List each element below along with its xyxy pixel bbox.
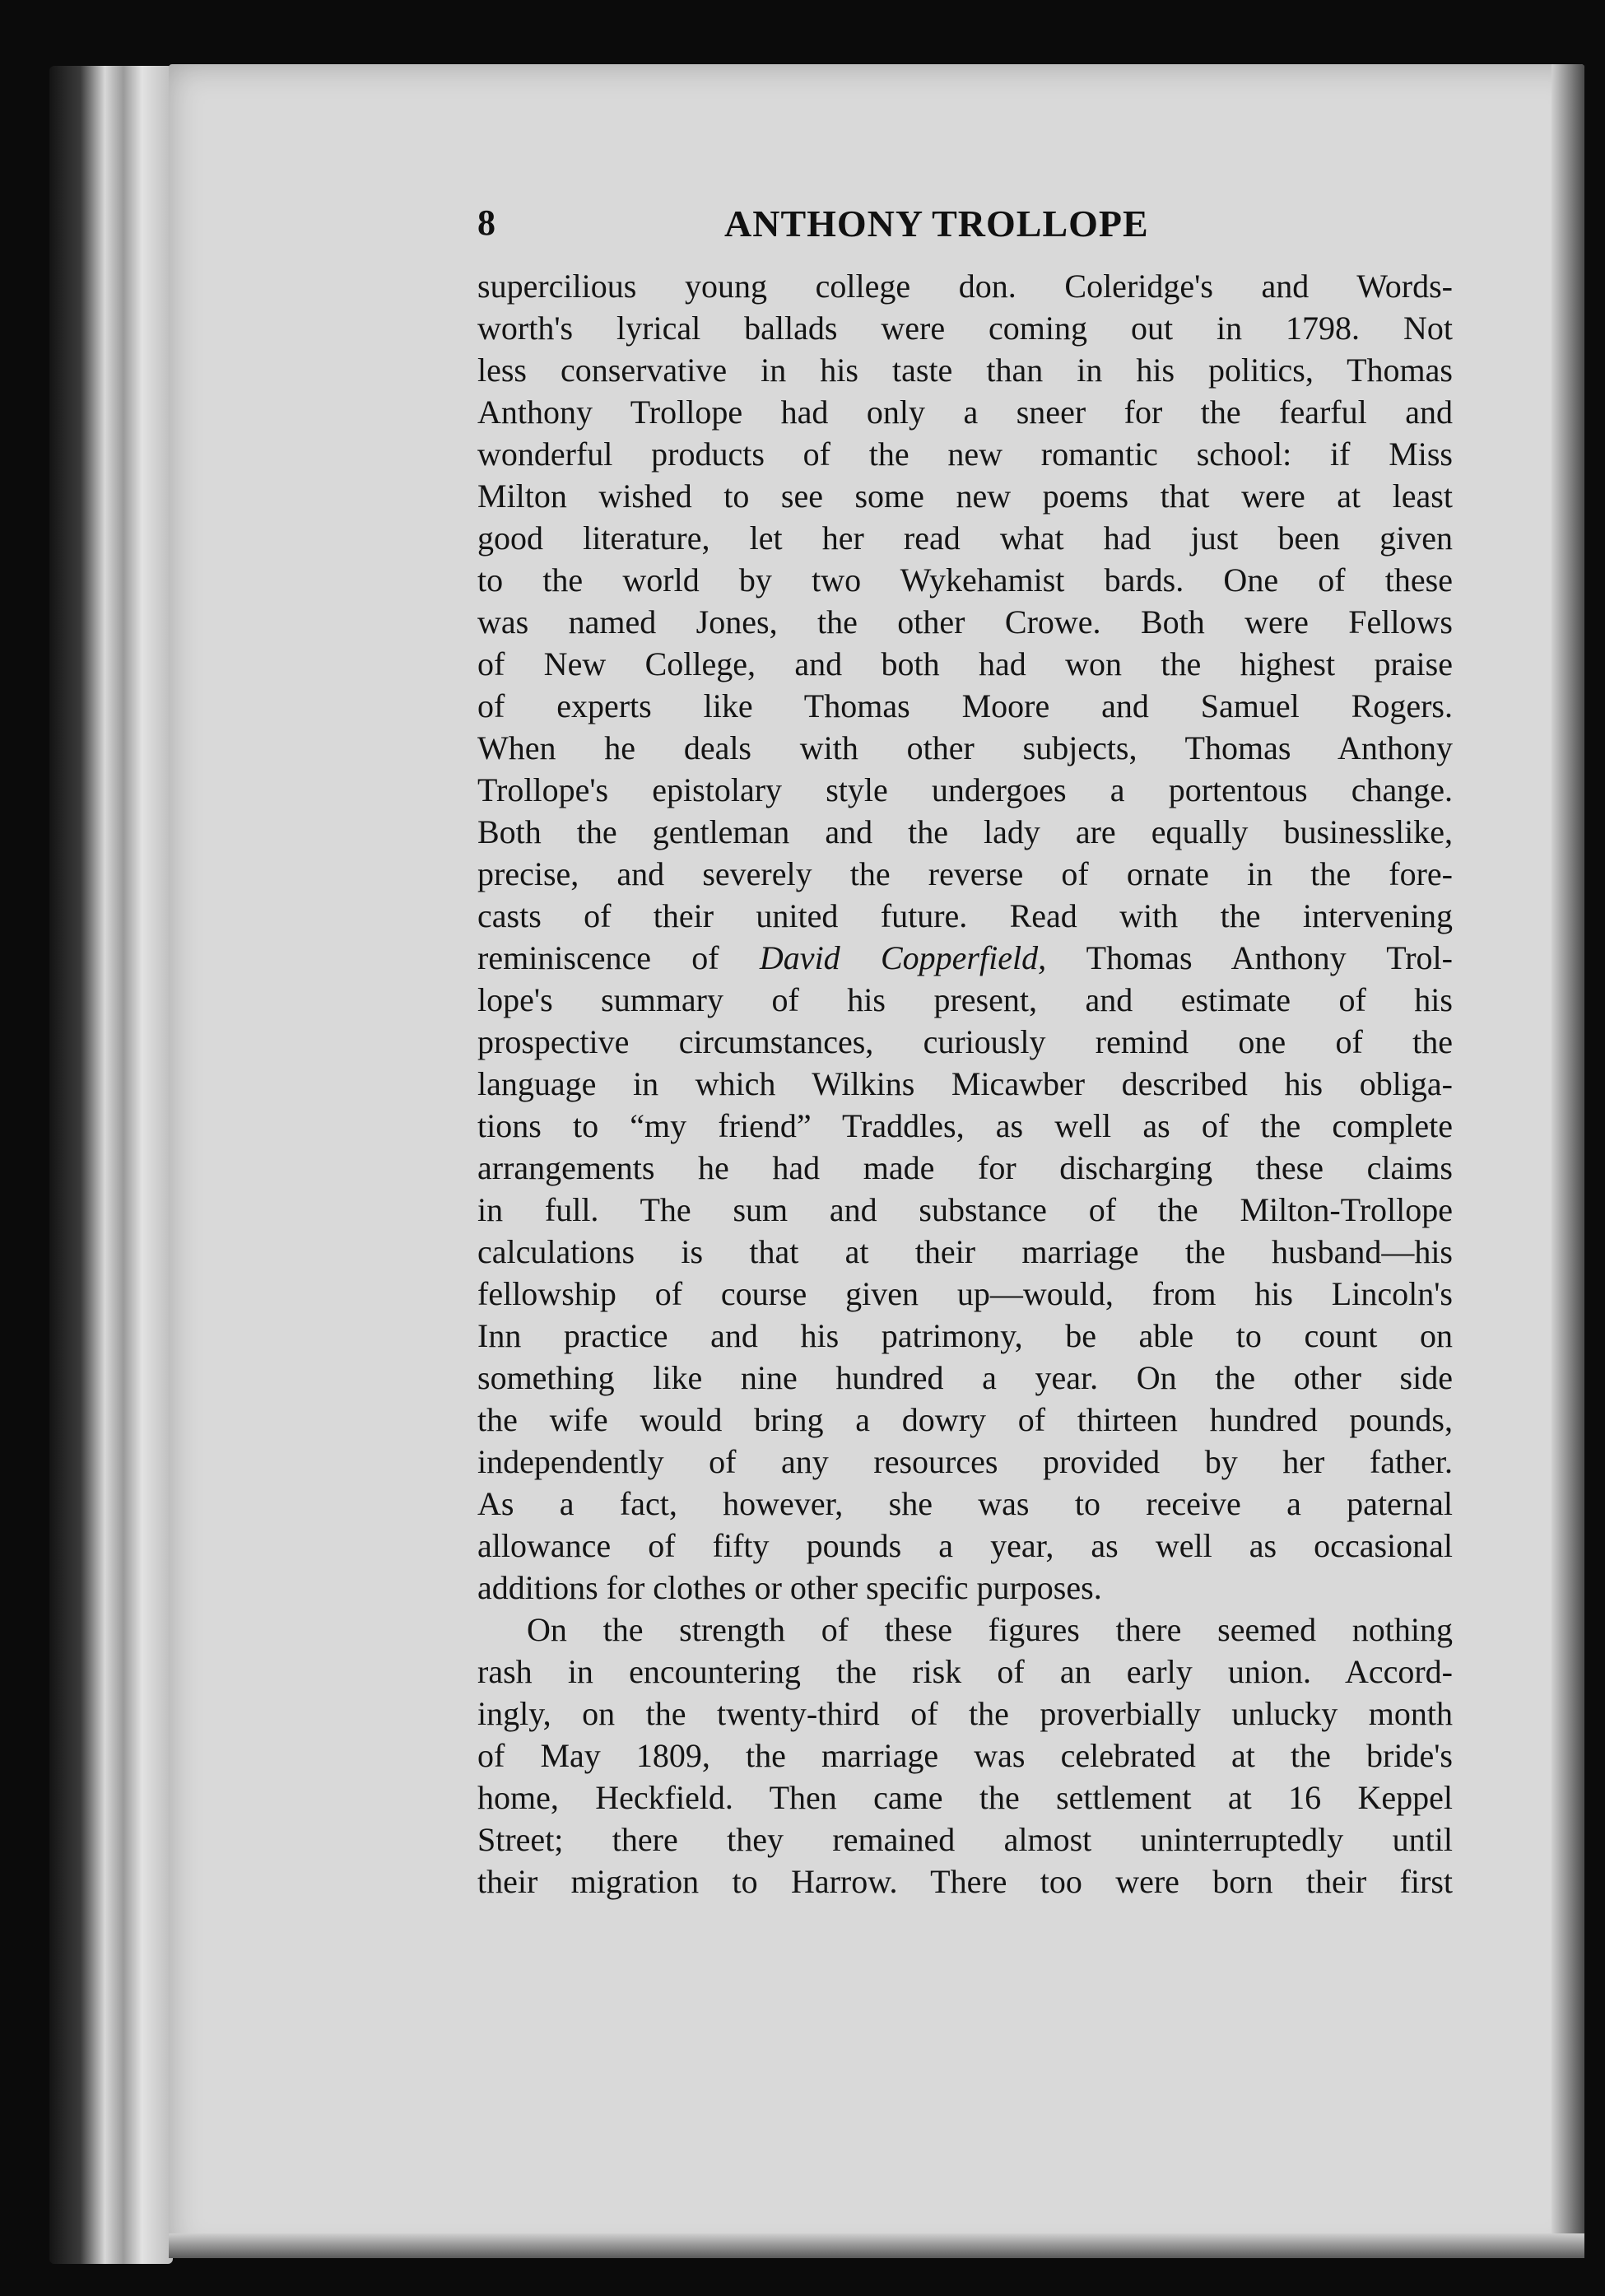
text-line: language in which Wilkins Micawber described his obliga- bbox=[477, 1065, 1453, 1102]
text-line: fellowship of course given up—would, from his Lincoln's bbox=[477, 1275, 1453, 1312]
page-bottom-edge bbox=[169, 2233, 1584, 2258]
text-line: something like nine hundred a year. On the other side bbox=[477, 1359, 1453, 1396]
text-fragment: Thomas Anthony Trol- bbox=[1046, 939, 1453, 976]
text-line: allowance of fifty pounds a year, as well as occasional bbox=[477, 1527, 1453, 1564]
page-header bbox=[477, 202, 1300, 251]
text-line: Both the gentleman and the lady are equally businesslike, bbox=[477, 813, 1453, 850]
text-line: home, Heckfield. Then came the settlement at 16 Keppel bbox=[477, 1779, 1453, 1816]
text-line: Inn practice and his patrimony, be able to count on bbox=[477, 1317, 1453, 1354]
text-line: to the world by two Wykehamist bards. One of these bbox=[477, 561, 1453, 598]
text-line: Street; there they remained almost uninterruptedly until bbox=[477, 1821, 1453, 1858]
text-fragment: reminiscence of bbox=[477, 939, 760, 976]
text-line: precise, and severely the reverse of ornate in the fore- bbox=[477, 855, 1453, 892]
text-line: casts of their united future. Read with the intervening bbox=[477, 897, 1453, 934]
book-title-italic: David Copperfield, bbox=[759, 939, 1047, 976]
text-line: was named Jones, the other Crowe. Both were Fellows bbox=[477, 603, 1453, 640]
text-line: ingly, on the twenty-third of the proverbially unlucky month bbox=[477, 1695, 1453, 1732]
text-line: their migration to Harrow. There too were born their first bbox=[477, 1863, 1453, 1900]
text-line: supercilious young college don. Coleridge's and Words- bbox=[477, 268, 1453, 305]
text-line: As a fact, however, she was to receive a paternal bbox=[477, 1485, 1453, 1522]
text-line: wonderful products of the new romantic school: if Miss bbox=[477, 435, 1453, 473]
text-line: tions to “my friend” Traddles, as well as of the complete bbox=[477, 1107, 1453, 1144]
text-line: When he deals with other subjects, Thomas Anthony bbox=[477, 729, 1453, 766]
text-line: worth's lyrical ballads were coming out in 1798. Not bbox=[477, 310, 1453, 347]
page-number: 8 bbox=[477, 203, 495, 243]
text-line: Milton wished to see some new poems that were at least bbox=[477, 477, 1453, 515]
text-line bbox=[477, 937, 1453, 979]
page-right-edge bbox=[1552, 64, 1584, 2258]
text-line: On the strength of these figures there seemed nothing bbox=[527, 1611, 1453, 1648]
book-binding-edge bbox=[49, 66, 173, 2264]
text-line: arrangements he had made for discharging these claims bbox=[477, 1149, 1453, 1186]
text-line: good literature, let her read what had just been given bbox=[477, 519, 1453, 557]
text-line: less conservative in his taste than in his politics, Thomas bbox=[477, 352, 1453, 389]
text-line: additions for clothes or other specific purposes. bbox=[477, 1569, 1102, 1606]
text-line: lope's summary of his present, and estimate of his bbox=[477, 981, 1453, 1018]
text-line: calculations is that at their marriage the husband—his bbox=[477, 1233, 1453, 1270]
text-line: of experts like Thomas Moore and Samuel Rogers. bbox=[477, 687, 1453, 724]
text-line: the wife would bring a dowry of thirteen hundred pounds, bbox=[477, 1401, 1453, 1438]
body-text bbox=[477, 265, 1453, 1902]
text-line: independently of any resources provided by her father. bbox=[477, 1443, 1453, 1480]
text-line: prospective circumstances, curiously remind one of the bbox=[477, 1023, 1453, 1060]
text-line: in full. The sum and substance of the Milton-Trollope bbox=[477, 1191, 1453, 1228]
running-head: ANTHONY TROLLOPE bbox=[724, 203, 1149, 245]
text-line: Trollope's epistolary style undergoes a portentous change. bbox=[477, 771, 1453, 808]
text-line: Anthony Trollope had only a sneer for the fearful and bbox=[477, 394, 1453, 431]
text-line: of May 1809, the marriage was celebrated at the bride's bbox=[477, 1737, 1453, 1774]
text-line: rash in encountering the risk of an early union. Accord- bbox=[477, 1653, 1453, 1690]
text-line: of New College, and both had won the highest praise bbox=[477, 645, 1453, 682]
